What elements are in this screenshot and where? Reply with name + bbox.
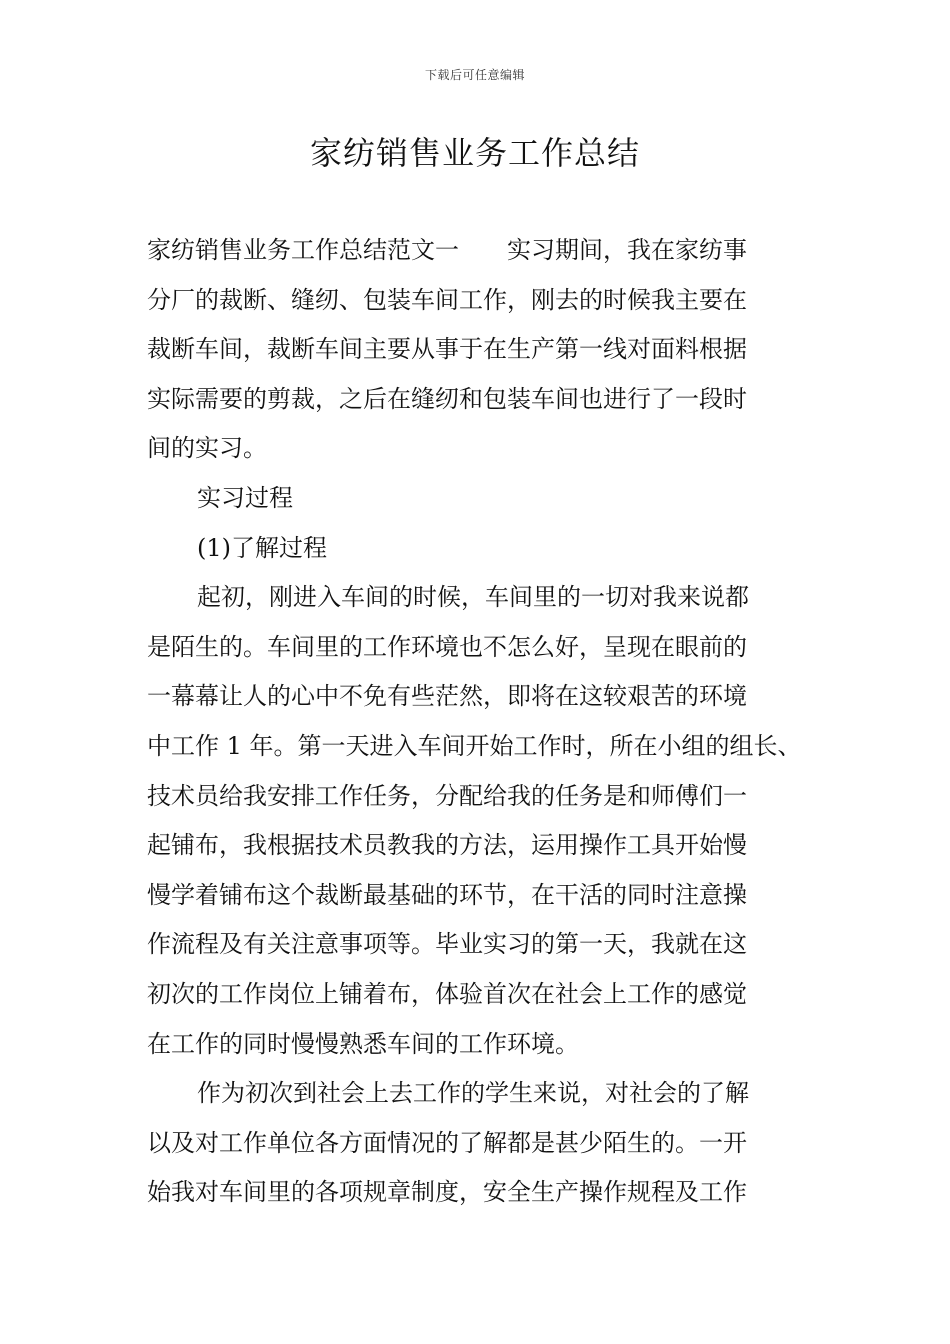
intro-line-1 [147,226,809,276]
section-heading: 实习过程 [197,483,293,512]
paragraph1-line: 中工作 1 年。第一天进入车间开始工作时，所在小组的组长、 [147,731,802,760]
paragraph1-line: 慢学着铺布这个裁断最基础的环节，在干活的同时注意操 [147,880,747,909]
paragraph1-line: 起初，刚进入车间的时候，车间里的一切对我来说都 [197,583,749,612]
intro-line-2: 分厂的裁断、缝纫、包装车间工作，刚去的时候我主要在 [147,285,747,314]
paragraph2-line: 始我对车间里的各项规章制度，安全生产操作规程及工作 [147,1178,747,1207]
paragraph1-line: 作流程及有关注意事项等。毕业实习的第一天，我就在这 [147,930,747,959]
intro-line-3: 裁断车间，裁断车间主要从事于在生产第一线对面料根据 [147,335,747,364]
paragraph1-line: 一幕幕让人的心中不免有些茫然，即将在这较艰苦的环境 [147,682,747,711]
document-body [147,226,809,1218]
document-title: 家纺销售业务工作总结 [309,134,640,172]
intro-line-5: 间的实习。 [147,434,267,463]
intro-line-1-rest: 实习期间，我在家纺事 [507,236,747,264]
subsection-heading: (1)了解过程 [197,533,327,562]
paragraph1-line: 起铺布，我根据技术员教我的方法，运用操作工具开始慢 [147,831,747,860]
intro-lead: 家纺销售业务工作总结范文一 [147,236,459,264]
paragraph1-line: 初次的工作岗位上铺着布，体验首次在社会上工作的感觉 [147,979,747,1008]
intro-line-4: 实际需要的剪裁，之后在缝纫和包装车间也进行了一段时 [147,384,747,413]
paragraph1-line: 技术员给我安排工作任务，分配给我的任务是和师傅们一 [147,781,747,810]
paragraph1-line: 在工作的同时慢慢熟悉车间的工作环境。 [147,1029,579,1058]
header-note: 下载后可任意编辑 [424,68,525,82]
paragraph2-line: 作为初次到社会上去工作的学生来说，对社会的了解 [197,1079,749,1108]
paragraph2-line: 以及对工作单位各方面情况的了解都是甚少陌生的。一开 [147,1128,747,1157]
paragraph1-line: 是陌生的。车间里的工作环境也不怎么好，呈现在眼前的 [147,632,747,661]
